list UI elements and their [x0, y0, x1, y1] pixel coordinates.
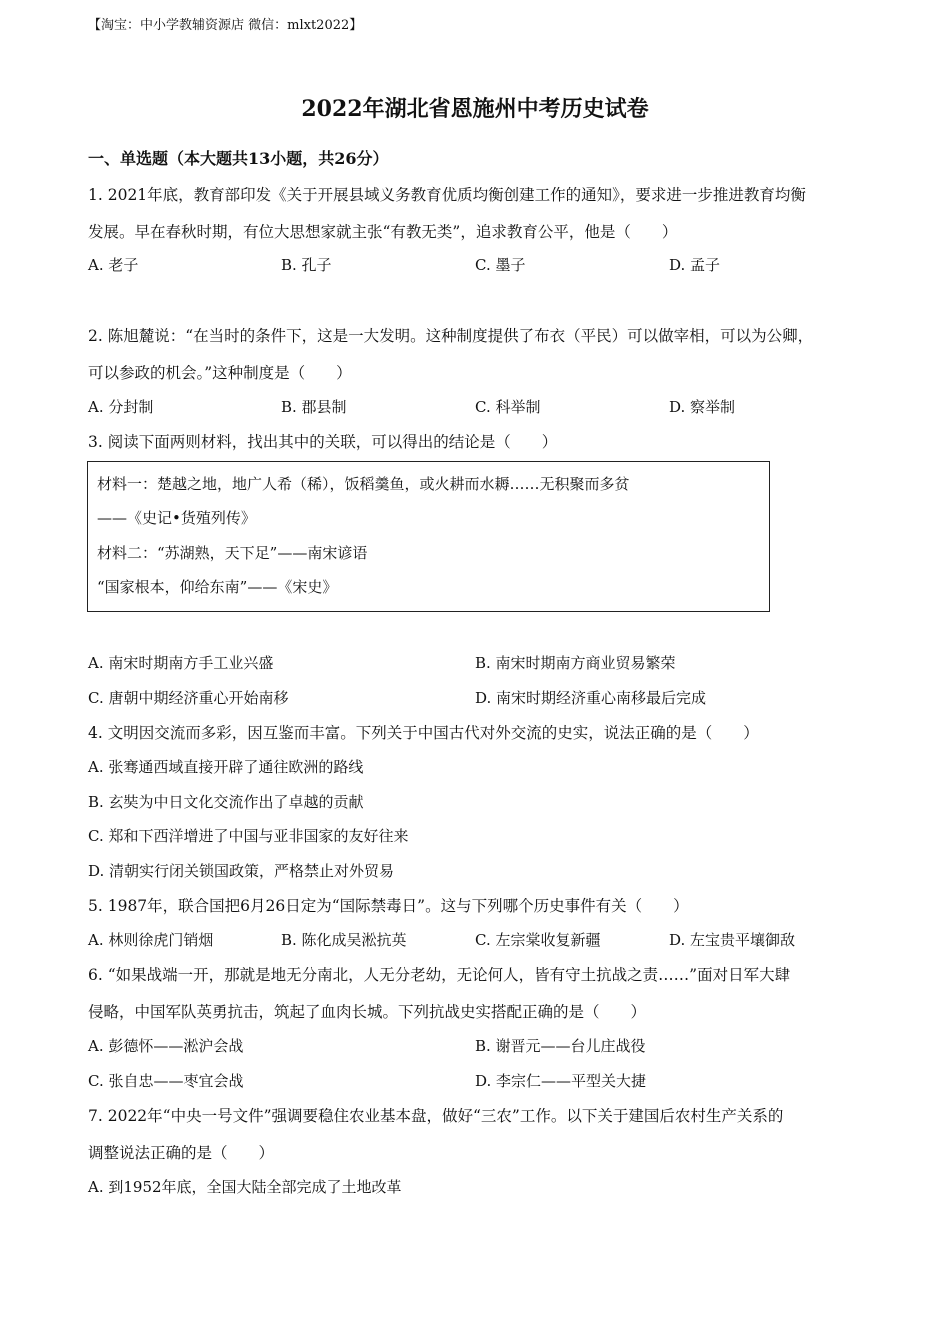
- q5-option-c: C. 左宗棠收复新疆: [475, 931, 601, 949]
- q7-line-1: 7. 2022年“中央一号文件”强调要稳住农业基本盘，做好“三农”工作。以下关于建国后农村生产关系的: [88, 1107, 784, 1125]
- q6-option-d: D. 李宗仁——平型关大捷: [475, 1072, 647, 1090]
- exam-title: 2022年湖北省恩施州中考历史试卷: [301, 96, 649, 122]
- section-heading: 一、单选题（本大题共13小题，共26分）: [88, 149, 389, 168]
- q4-option-d: D. 清朝实行闭关锁国政策，严格禁止对外贸易: [88, 862, 395, 880]
- q4-option-a: A. 张骞通西域直接开辟了通往欧洲的路线: [88, 758, 364, 776]
- q1-line-1: 1. 2021年底，教育部印发《关于开展县域义务教育优质均衡创建工作的通知》，要求进一步推进教育均衡: [88, 186, 806, 204]
- q5-option-a: A. 林则徐虎门销烟: [88, 931, 214, 949]
- q2-option-c: C. 科举制: [475, 398, 541, 416]
- material-2-text: 材料二：“苏湖熟，天下足”——南宋谚语: [97, 544, 368, 562]
- q1-option-c: C. 墨子: [475, 256, 526, 274]
- q4-line-1: 4. 文明因交流而多彩，因互鉴而丰富。下列关于中国古代对外交流的史实，说法正确的是（ ）: [88, 724, 759, 742]
- q1-option-d: D. 孟子: [669, 256, 721, 274]
- q2-option-a: A. 分封制: [88, 398, 154, 416]
- q3-option-c: C. 唐朝中期经济重心开始南移: [88, 689, 289, 707]
- q5-option-d: D. 左宝贵平壤御敌: [669, 931, 796, 949]
- q2-option-b: B. 郡县制: [281, 398, 347, 416]
- q3-line-1: 3. 阅读下面两则材料，找出其中的关联，可以得出的结论是（ ）: [88, 433, 558, 451]
- q2-line-2: 可以参政的机会。”这种制度是（ ）: [88, 364, 352, 382]
- q3-option-d: D. 南宋时期经济重心南移最后完成: [475, 689, 707, 707]
- q6-option-b: B. 谢晋元——台儿庄战役: [475, 1037, 646, 1055]
- q4-option-b: B. 玄奘为中日文化交流作出了卓越的贡献: [88, 793, 364, 811]
- q1-option-a: A. 老子: [88, 256, 139, 274]
- material-1-text: 材料一：楚越之地，地广人希（稀），饭稻羹鱼，或火耕而水耨……无积聚而多贫: [97, 475, 630, 493]
- q1-option-b: B. 孔子: [281, 256, 332, 274]
- q7-option-a: A. 到1952年底，全国大陆全部完成了土地改革: [88, 1178, 402, 1196]
- q5-option-b: B. 陈化成吴淞抗英: [281, 931, 407, 949]
- page-header: 【淘宝：中小学教辅资源店 微信：mlxt2022】: [88, 18, 363, 33]
- q3-option-b: B. 南宋时期南方商业贸易繁荣: [475, 654, 676, 672]
- q6-line-2: 侵略，中国军队英勇抗击，筑起了血肉长城。下列抗战史实搭配正确的是（ ）: [88, 1003, 647, 1021]
- q5-line-1: 5. 1987年，联合国把6月26日定为“国际禁毒日”。这与下列哪个历史事件有关（ ）: [88, 897, 689, 915]
- material-2-quote: “国家根本，仰给东南”——《宋史》: [97, 578, 338, 596]
- q7-line-2: 调整说法正确的是（ ）: [88, 1144, 275, 1162]
- q6-option-c: C. 张自忠——枣宜会战: [88, 1072, 244, 1090]
- q6-option-a: A. 彭德怀——淞沪会战: [88, 1037, 244, 1055]
- q2-option-d: D. 察举制: [669, 398, 736, 416]
- q6-line-1: 6. “如果战端一开，那就是地无分南北，人无分老幼，无论何人，皆有守土抗战之责……”面对日军大肆: [88, 966, 791, 984]
- q4-option-c: C. 郑和下西洋增进了中国与亚非国家的友好往来: [88, 827, 409, 845]
- q1-line-2: 发展。早在春秋时期，有位大思想家就主张“有教无类”，追求教育公平，他是（ ）: [88, 223, 678, 241]
- q3-option-a: A. 南宋时期南方手工业兴盛: [88, 654, 274, 672]
- q2-line-1: 2. 陈旭麓说：“在当时的条件下，这是一大发明。这种制度提供了布衣（平民）可以做宰相，可以为公卿，: [88, 327, 814, 345]
- material-1-source: ——《史记•货殖列传》: [97, 509, 256, 527]
